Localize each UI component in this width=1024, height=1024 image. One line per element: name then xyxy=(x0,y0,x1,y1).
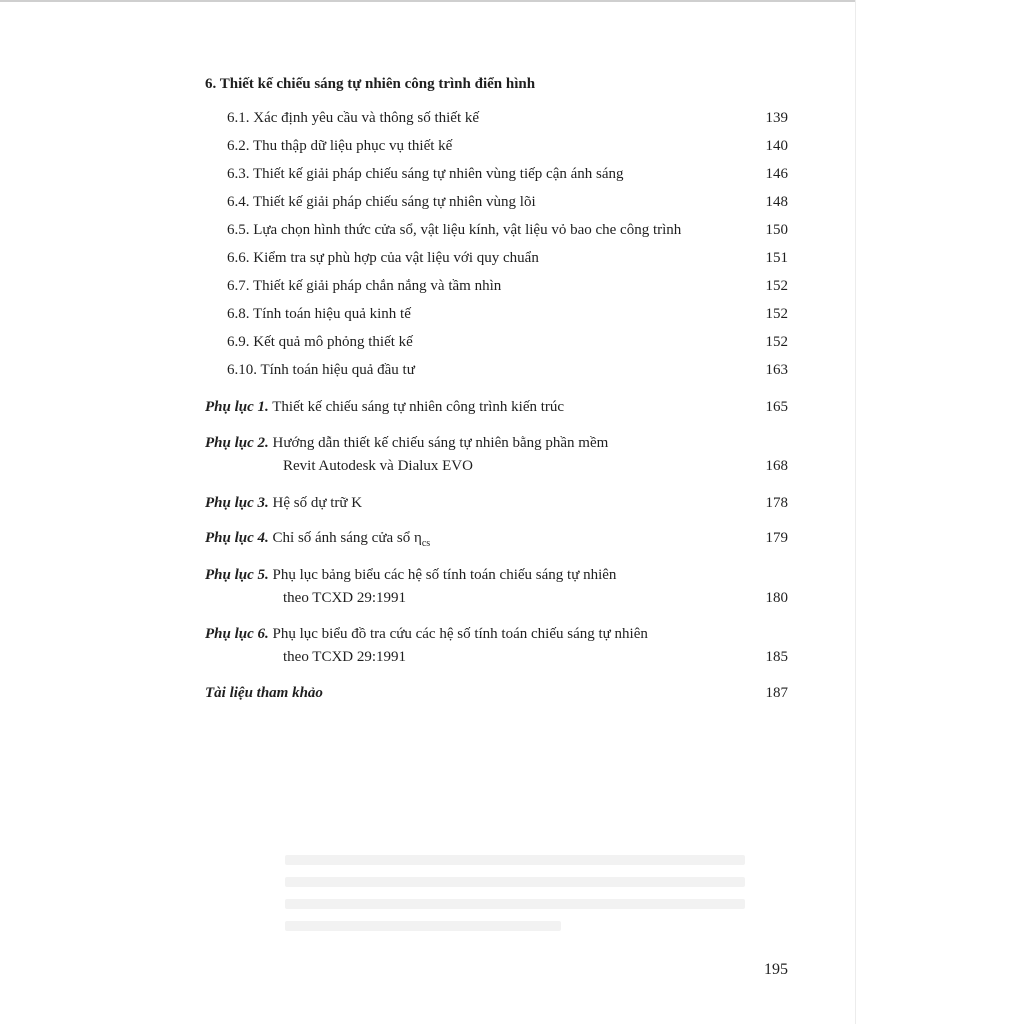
toc-entry-label: 6.7. Thiết kế giải pháp chắn nắng và tầm nhìn xyxy=(227,278,502,294)
toc-entry-label: 6.4. Thiết kế giải pháp chiếu sáng tự nhiên vùng lõi xyxy=(227,194,536,210)
references-page: 187 xyxy=(765,685,788,701)
toc-entry-page: 150 xyxy=(765,222,788,238)
toc-entry-page: 151 xyxy=(765,250,788,266)
toc-entry-label: 6.2. Thu thập dữ liệu phục vụ thiết kế xyxy=(227,138,453,154)
page-right-edge xyxy=(855,0,856,1024)
toc-entry-label: 6.1. Xác định yêu cầu và thông số thiết kế xyxy=(227,110,480,126)
appendix-title-line2: theo TCXD 29:1991 xyxy=(283,590,407,606)
toc-entry-page: 163 xyxy=(765,362,788,378)
appendix-title-line2: Revit Autodesk và Dialux EVO xyxy=(283,458,473,474)
appendix-prefix: Phụ lục 4. xyxy=(205,530,269,546)
appendix-title-subscript: cs xyxy=(421,538,431,549)
appendix-title: Thiết kế chiếu sáng tự nhiên công trình kiến trúc xyxy=(272,399,565,415)
appendix-title: Chỉ số ánh sáng cửa sổ η xyxy=(272,530,422,546)
appendix-page: 185 xyxy=(765,649,788,665)
toc-entry-label: 6.9. Kết quả mô phỏng thiết kế xyxy=(227,334,413,350)
toc-entry-label: 6.3. Thiết kế giải pháp chiếu sáng tự nhiên vùng tiếp cận ánh sáng xyxy=(227,166,624,182)
toc-entry-page: 148 xyxy=(765,194,788,210)
appendix-page: 180 xyxy=(765,590,788,606)
section-heading: 6. Thiết kế chiếu sáng tự nhiên công trình điển hình xyxy=(205,76,536,92)
toc-entry-page: 152 xyxy=(765,334,788,350)
appendix-title: Hệ số dự trữ K xyxy=(272,495,363,511)
toc-entry-label: 6.5. Lựa chọn hình thức cửa sổ, vật liệu kính, vật liệu vỏ bao che công trình xyxy=(227,222,682,238)
page-top-edge xyxy=(0,0,856,2)
appendix-prefix: Phụ lục 2. xyxy=(205,435,269,451)
toc-entry-page: 152 xyxy=(765,306,788,322)
appendix-page: 179 xyxy=(765,530,788,546)
toc-entry-page: 139 xyxy=(765,110,788,126)
page-number: 195 xyxy=(764,961,788,978)
toc-entry-label: 6.8. Tính toán hiệu quả kinh tế xyxy=(227,306,411,322)
appendix-prefix: Phụ lục 5. xyxy=(205,567,269,583)
appendix-title-line2: theo TCXD 29:1991 xyxy=(283,649,407,665)
appendix-title: Hướng dẫn thiết kế chiếu sáng tự nhiên bằng phần mềm xyxy=(272,435,609,451)
toc-entry-label: 6.10. Tính toán hiệu quả đầu tư xyxy=(227,362,415,378)
toc-entry-label: 6.6. Kiểm tra sự phù hợp của vật liệu với quy chuẩn xyxy=(227,250,539,266)
appendix-page: 168 xyxy=(765,458,788,474)
references-label: Tài liệu tham khảo xyxy=(205,685,323,701)
appendix-page: 165 xyxy=(765,399,788,415)
appendix-prefix: Phụ lục 3. xyxy=(205,495,269,511)
appendix-title: Phụ lục bảng biểu các hệ số tính toán chiếu sáng tự nhiên xyxy=(272,567,617,583)
appendix-prefix: Phụ lục 1. xyxy=(205,399,269,415)
appendix-page: 178 xyxy=(765,495,788,511)
show-through-text xyxy=(285,855,745,935)
appendix-prefix: Phụ lục 6. xyxy=(205,626,269,642)
toc-entry-page: 140 xyxy=(765,138,788,154)
toc-entry-page: 152 xyxy=(765,278,788,294)
toc-entry-page: 146 xyxy=(765,166,788,182)
appendix-title: Phụ lục biểu đồ tra cứu các hệ số tính toán chiếu sáng tự nhiên xyxy=(272,626,648,642)
